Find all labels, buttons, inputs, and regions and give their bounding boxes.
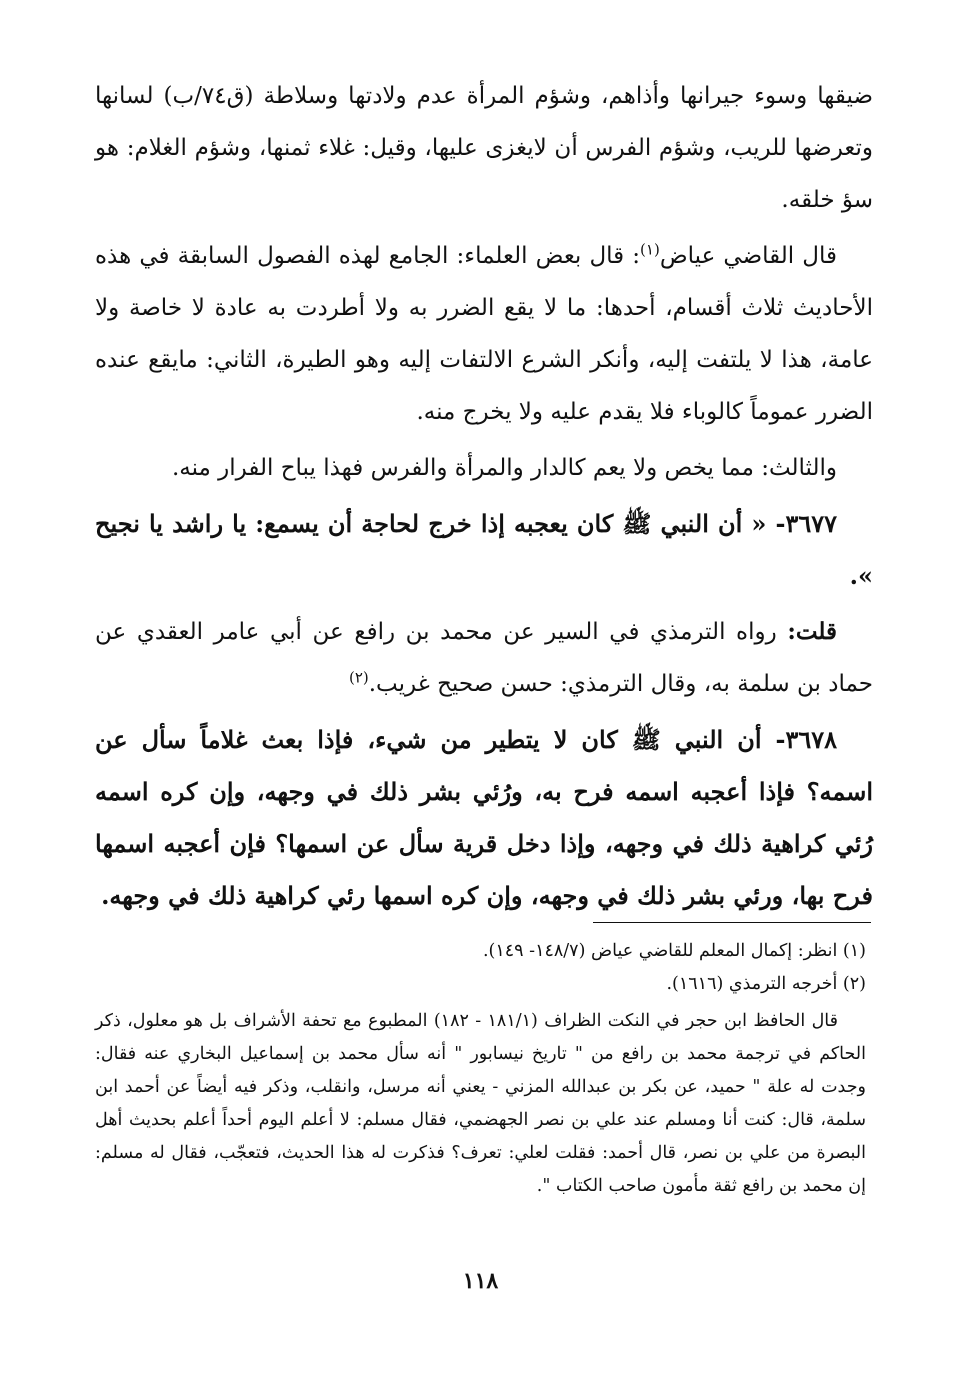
hadith-3678: ٣٦٧٨- أن النبي ﷺ كان لا يتطير من شيء، فإذا بعث غلاماً سأل عن اسمه؟ فإذا أعجبه اسمه فرح به، ورُئي بشر ذلك في وجهه، وإن كره اسمه رُئي كراهية ذلك في وجهه، وإذا دخل قرية سأل عن اسمها؟ فإن أعجبه اسمها فرح بها، ورئي بشر ذلك في وجهه، وإن كره اسمها رئي كراهية ذلك في وجهه.: [95, 725, 873, 910]
commentary-label: قلت:: [787, 618, 838, 645]
footnote-ref-2: (٢): [348, 668, 369, 687]
footnotes: [95, 935, 866, 1203]
paragraph-omens: ضيقها وسوء جيرانها وأذاهم، وشؤم المرأة عدم ولادتها وسلاطة (ق٧٤/ب) لسانها وتعرضها للريب، وشؤم الفرس أن لايغزى عليها، وقيل: غلاء ثمنها، وشؤم الغلام: هو سؤ خلقه.: [95, 83, 873, 213]
footnote-ref-1: (١): [640, 240, 660, 259]
footnote-1: (١) انظر: إكمال المعلم للقاضي عياض (١٤٨/٧- ١٤٩).: [482, 941, 866, 961]
paragraph-qadi-iyad-text: : قال بعض العلماء: الجامع لهذه الفصول السابقة في هذه الأحاديث ثلاث أقسام، أحدها: ما لا يقع الضرر به ولا أطردت به عادة لا خاصة ولا عامة، هذا لا يلتفت إليه، وأنكر الشرع الالتفات إليه وهو الطيرة، الثاني: مايقع عنده الضرر عموماً كالوباء فلا يقدم عليه ولا يخرج منه.: [95, 243, 873, 425]
footnote-2: (٢) أخرجه الترمذي (١٦١٦).: [666, 974, 866, 994]
page-number: ١١٨: [462, 1268, 499, 1294]
commentary-text: رواه الترمذي في السير عن محمد بن رافع عن أبي عامر العقدي عن حماد بن سلمة به، وقال الترمذي: حسن صحيح غريب.: [95, 619, 873, 697]
paragraph-third-category: والثالث: مما يخص ولا يعم كالدار والمرأة والفرس فهذا يباح الفرار منه.: [171, 455, 837, 481]
footnote-divider: [593, 922, 871, 923]
main-text: [95, 70, 873, 926]
footnote-ibn-hajar-note: قال الحافظ ابن حجر في النكت الظراف (١٨١/١ - ١٨٢) المطبوع مع تحفة الأشراف بل هو معلول، ذكر الحاكم في ترجمة محمد بن رافع من " تاريخ نيسابور " أنه سأل محمد بن إسماعيل البخاري عنه فقال: وجدت له علة " حميد، عن بكر بن عبدالله المزني - يعني أنه مرسل، وانقلب، وذكر فيه أيضاً عن أحمد ابن سلمة، قال: كنت أنا ومسلم عند علي بن نصر الجهضمي، فقال مسلم: لا أعلم اليوم أحداً أعلم بحديث أهل البصرة من علي بن نصر، قال أحمد: فقلت لعلي: تعرف؟ فذكرت له هذا الحديث، فتعجّب، فقال له مسلم: إن محمد بن رافع ثقة مأمون صاحب الكتاب ".: [95, 1011, 866, 1196]
paragraph-qadi-iyad-intro: قال القاضي عياض: [659, 243, 837, 269]
paragraph-qadi-iyad: [95, 230, 873, 438]
hadith-3677: ٣٦٧٧- « أن النبي ﷺ كان يعجبه إذا خرج لحاجة أن يسمع: يا راشد يا نجيح ».: [95, 509, 873, 590]
paragraph-commentary: [95, 606, 873, 710]
